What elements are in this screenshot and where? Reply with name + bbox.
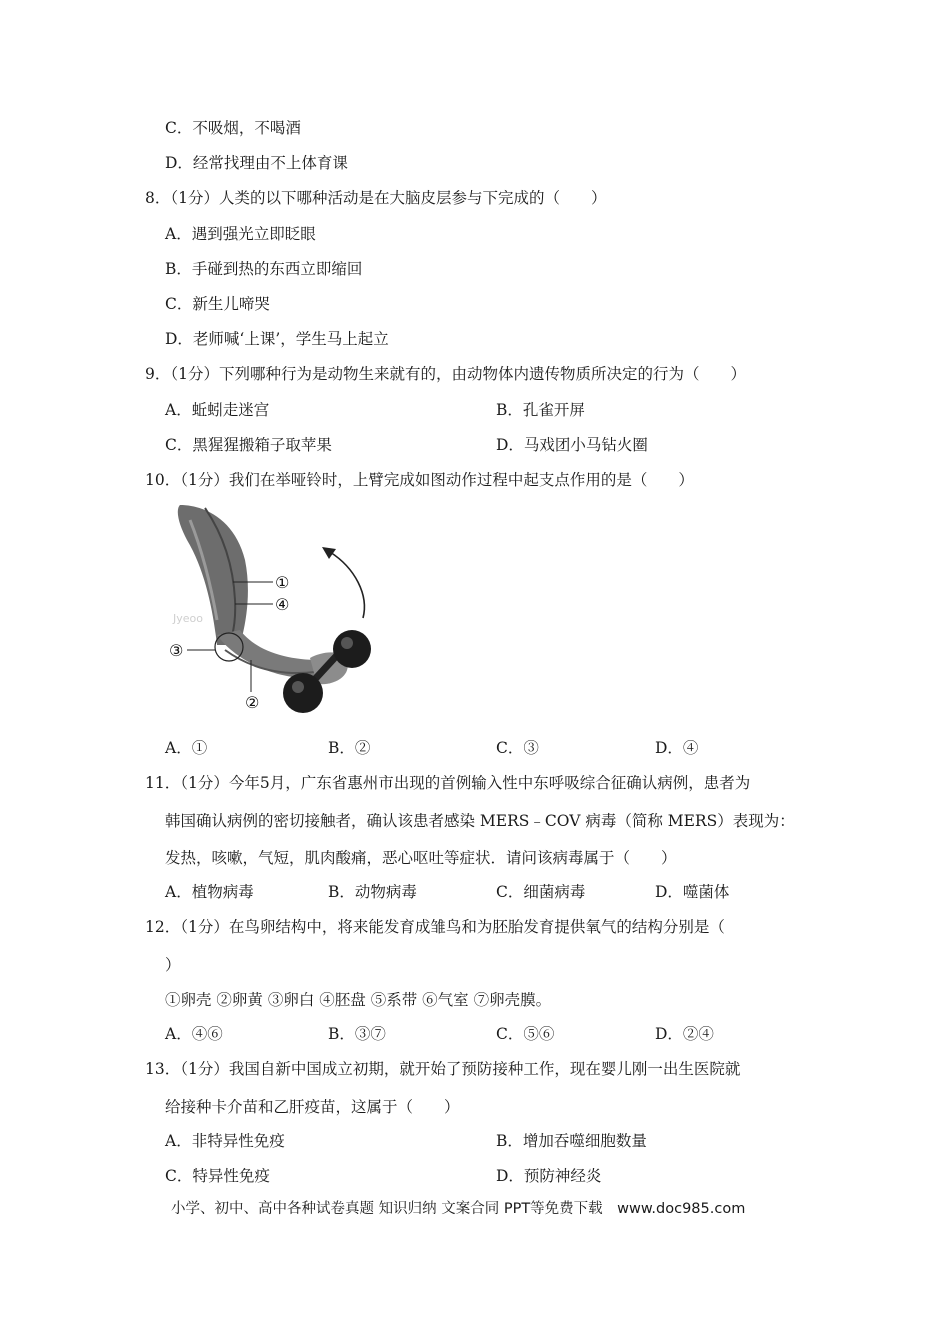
q13-option-b: B．增加吞噬细胞数量 [496,1132,647,1150]
q8-stem: 8．（1分）人类的以下哪种活动是在大脑皮层参与下完成的（ ） [145,189,607,207]
q12-structure-items: ①卵壳 ②卵黄 ③卵白 ④胚盘 ⑤系带 ⑥气室 ⑦卵壳膜。 [165,991,552,1009]
q8-option-a: A．遇到强光立即眨眼 [165,225,316,243]
q13-option-a: A．非特异性免疫 [165,1132,285,1150]
q12-option-a: A．④⑥ [165,1025,223,1043]
q10-option-a: A．① [165,739,208,757]
label-3: ③ [169,641,184,660]
q11-option-a: A．植物病毒 [165,883,254,901]
q12-option-c: C．⑤⑥ [496,1025,555,1043]
q11-stem-line2: 韩国确认病例的密切接触者，确认该患者感染 MERS﹣COV 病毒（简称 MERS）表现为： [165,812,795,830]
q9-option-c: C．黑猩猩搬箱子取苹果 [165,436,332,454]
q9-option-a: A．蚯蚓走迷宫 [165,401,270,419]
q8-option-b: B．手碰到热的东西立即缩回 [165,260,363,278]
footer-download-banner: 小学、初中、高中各种试卷真题 知识归纳 文案合同 PPT等免费下载 www.doc985.com [171,1201,746,1217]
arm-dumbbell-figure [165,500,395,720]
q13-stem-line2: 给接种卡介苗和乙肝疫苗，这属于（ ） [165,1098,460,1116]
motion-arrow-head [322,547,336,559]
q9-stem: 9．（1分）下列哪种行为是动物生来就有的，由动物体内遗传物质所决定的行为（ ） [145,365,746,383]
label-4: ④ [275,595,290,614]
q11-option-c: C．细菌病毒 [496,883,586,901]
label-2: ② [245,693,260,712]
dumbbell-lower-weight [283,673,323,713]
q7-option-c: C．不吸烟，不喝酒 [165,119,301,137]
motion-arrow-curve [330,552,364,618]
q12-stem-line1: 12．（1分）在鸟卵结构中，将来能发育成雏鸟和为胚胎发育提供氧气的结构分别是（ [145,918,725,936]
q10-option-b: B．② [328,739,371,757]
q11-option-d: D．噬菌体 [655,883,730,901]
q11-option-b: B．动物病毒 [328,883,417,901]
arm-dumbbell-illustration [165,500,395,720]
q11-stem-line3: 发热，咳嗽，气短，肌肉酸痛，恶心呕吐等症状．请问该病毒属于（ ） [165,849,677,867]
q12-stem-line2: ） [165,956,181,974]
q13-stem-line1: 13．（1分）我国自新中国成立初期，就开始了预防接种工作，现在婴儿刚一出生医院就 [145,1060,741,1078]
dumbbell-upper-weight [333,630,371,668]
q8-option-d: D．老师喊‘上课’，学生马上起立 [165,330,389,348]
q8-option-c: C．新生儿啼哭 [165,295,270,313]
q11-stem-line1: 11．（1分）今年5月，广东省惠州市出现的首例输入性中东呼吸综合征确认病例，患者为 [145,774,751,792]
q7-option-d: D．经常找理由不上体育课 [165,154,348,172]
q10-stem: 10．（1分）我们在举哑铃时，上臂完成如图动作过程中起支点作用的是（ ） [145,471,694,489]
q12-option-b: B．③⑦ [328,1025,386,1043]
dumbbell-lower-shine [292,681,304,693]
q10-option-d: D．④ [655,739,699,757]
dumbbell-upper-shine [341,637,353,649]
q13-option-c: C．特异性免疫 [165,1167,270,1185]
q13-option-d: D．预防神经炎 [496,1167,602,1185]
q12-option-d: D．②④ [655,1025,714,1043]
q9-option-d: D．马戏团小马钻火圈 [496,436,648,454]
q10-option-c: C．③ [496,739,539,757]
q9-option-b: B．孔雀开屏 [496,401,585,419]
figure-watermark: Jyeoo [173,612,203,625]
label-1: ① [275,573,290,592]
